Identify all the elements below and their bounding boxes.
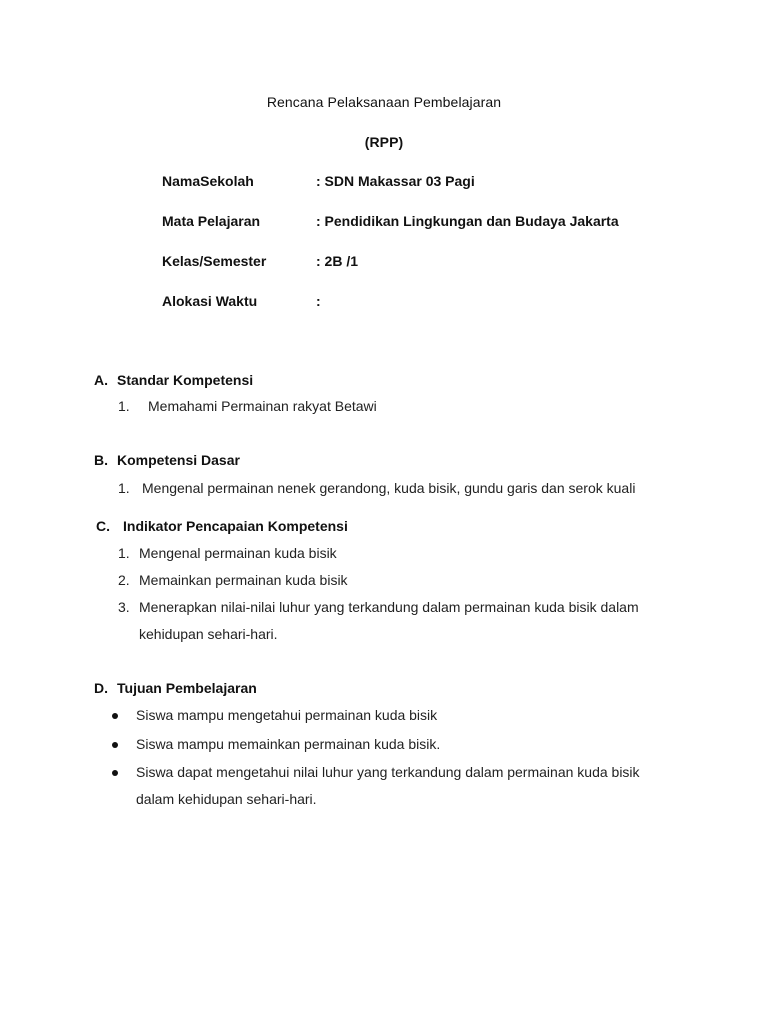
section-heading-indikator — [96, 518, 348, 534]
bullet-icon — [112, 770, 118, 776]
section-title: Kompetensi Dasar — [117, 452, 240, 468]
section-title: Tujuan Pembelajaran — [117, 680, 257, 696]
bullet-icon — [112, 713, 118, 719]
info-value: : SDN Makassar 03 Pagi — [316, 173, 475, 189]
list-number: 1. — [118, 398, 130, 414]
info-label: Mata Pelajaran — [162, 213, 261, 229]
section-heading-tujuan — [94, 680, 257, 696]
bullet-text: dalam kehidupan sehari-hari. — [136, 791, 317, 807]
info-value: : 2B /1 — [316, 253, 359, 269]
section-heading-kompetensi-dasar — [94, 452, 240, 468]
section-title: Standar Kompetensi — [117, 372, 254, 388]
section-heading-standar-kompetensi — [94, 372, 253, 388]
section-letter: C. — [96, 518, 110, 534]
list-text: Mengenal permainan kuda bisik — [139, 545, 337, 561]
section-title: Indikator Pencapaian Kompetensi — [123, 518, 348, 534]
section-letter: A. — [94, 372, 108, 388]
info-label: NamaSekolah — [162, 173, 254, 189]
list-number: 3. — [118, 599, 130, 615]
section-letter: B. — [94, 452, 108, 468]
list-number: 1. — [118, 480, 130, 496]
bullet-text: Siswa dapat mengetahui nilai luhur yang terkandung dalam permainan kuda bisik — [136, 764, 640, 780]
info-label: Alokasi Waktu — [162, 293, 258, 309]
list-text: Menerapkan nilai-nilai luhur yang terkandung dalam permainan kuda bisik dalam — [139, 599, 639, 615]
list-text: Memahami Permainan rakyat Betawi — [148, 398, 377, 414]
list-text: Mengenal permainan nenek gerandong, kuda bisik, gundu garis dan serok kuali — [142, 480, 636, 496]
bullet-text: Siswa mampu mengetahui permainan kuda bisik — [136, 707, 438, 723]
document-subtitle: (RPP) — [364, 134, 404, 150]
list-text: Memainkan permainan kuda bisik — [139, 572, 348, 588]
list-number: 1. — [118, 545, 130, 561]
bullet-icon — [112, 742, 118, 748]
list-number: 2. — [118, 572, 130, 588]
section-letter: D. — [94, 680, 108, 696]
info-value: : — [316, 293, 321, 309]
info-value: : Pendidikan Lingkungan dan Budaya Jakarta — [316, 213, 619, 229]
info-label: Kelas/Semester — [162, 253, 267, 269]
bullet-text: Siswa mampu memainkan permainan kuda bisik. — [136, 736, 441, 752]
document-title: Rencana Pelaksanaan Pembelajaran — [266, 94, 502, 110]
list-text: kehidupan sehari-hari. — [139, 626, 278, 642]
